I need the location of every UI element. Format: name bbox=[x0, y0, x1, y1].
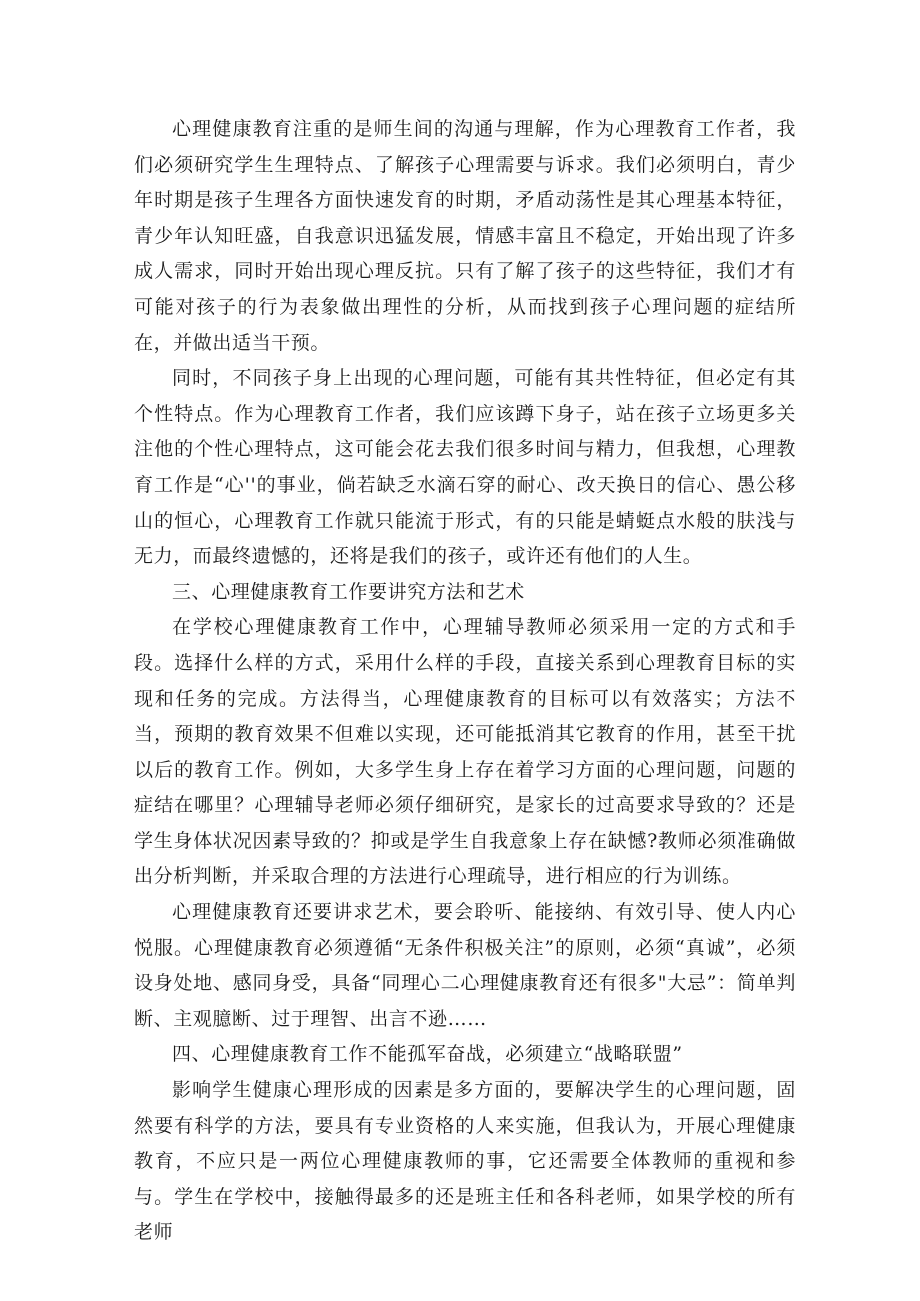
document-body bbox=[134, 112, 796, 1251]
section-heading-methods-and-art: 三、心理健康教育工作要讲究方法和艺术 bbox=[172, 580, 525, 603]
paragraph-understanding-students: 心理健康教育注重的是师生间的沟通与理解，作为心理教育工作者，我们必须研究学生生理特点、了解孩子心理需要与诉求。我们必须明白，青少年时期是孩子生理各方面快速发育的时期，矛盾动荡性是其心理基本特征，青少年认知旺盛，自我意识迅猛发展，情感丰富且不稳定，开始出现了许多成人需求，同时开始出现心理反抗。只有了解了孩子的这些特征，我们才有可能对孩子的行为表象做出理性的分析，从而找到孩子心理问题的症结所在，并做出适当干预。 bbox=[134, 118, 796, 354]
paragraph-art: 心理健康教育还要讲求艺术，要会聆听、能接纳、有效引导、使人内心悦服。心理健康教育必须遵循“无条件积极关注”的原则，必须“真诚”，必须设身处地、感同身受，具备“同理心二心理健康教育还有很多"大忌”：简单判断、主观臆断、过于理智、出言不逊…… bbox=[134, 901, 796, 1030]
section-heading-strategic-alliance: 四、心理健康教育工作不能孤军奋战，必须建立“战略联盟” bbox=[172, 1043, 683, 1066]
paragraph-individual-traits: 同时，不同孩子身上出现的心理问题，可能有其共性特征，但必定有其个性特点。作为心理教育工作者，我们应该蹲下身子，站在孩子立场更多关注他的个性心理特点，这可能会花去我们很多时间与精力，但我想，心理教育工作是“心''的事业，倘若缺乏水滴石穿的耐心、改天换日的信心、愚公移山的恒心，心理教育工作就只能流于形式，有的只能是蜻蜓点水般的肤浅与无力，而最终遗憾的，还将是我们的孩子，或许还有他们的人生。 bbox=[134, 367, 796, 568]
paragraph-alliance: 影响学生健康心理形成的因素是多方面的，要解决学生的心理问题，固然要有科学的方法，要具有专业资格的人来实施，但我认为，开展心理健康教育，不应只是一两位心理健康教师的事，它还需要全体教师的重视和参与。学生在学校中，接触得最多的还是班主任和各科老师，如果学校的所有老师 bbox=[134, 1079, 796, 1244]
paragraph-methods: 在学校心理健康教育工作中，心理辅导教师必须采用一定的方式和手段。选择什么样的方式，采用什么样的手段，直接关系到心理教育目标的实现和任务的完成。方法得当，心理健康教育的目标可以有效落实；方法不当，预期的教育效果不但难以实现，还可能抵消其它教育的作用，甚至干扰以后的教育工作。例如，大多学生身上存在着学习方面的心理问题，问题的症结在哪里？心理辅导老师必须仔细研究，是家长的过高要求导致的？还是学生身体状况因素导致的？抑或是学生自我意象上存在缺憾?教师必须准确做出分析判断，并采取合理的方法进行心理疏导，进行相应的行为训练。 bbox=[134, 616, 796, 888]
